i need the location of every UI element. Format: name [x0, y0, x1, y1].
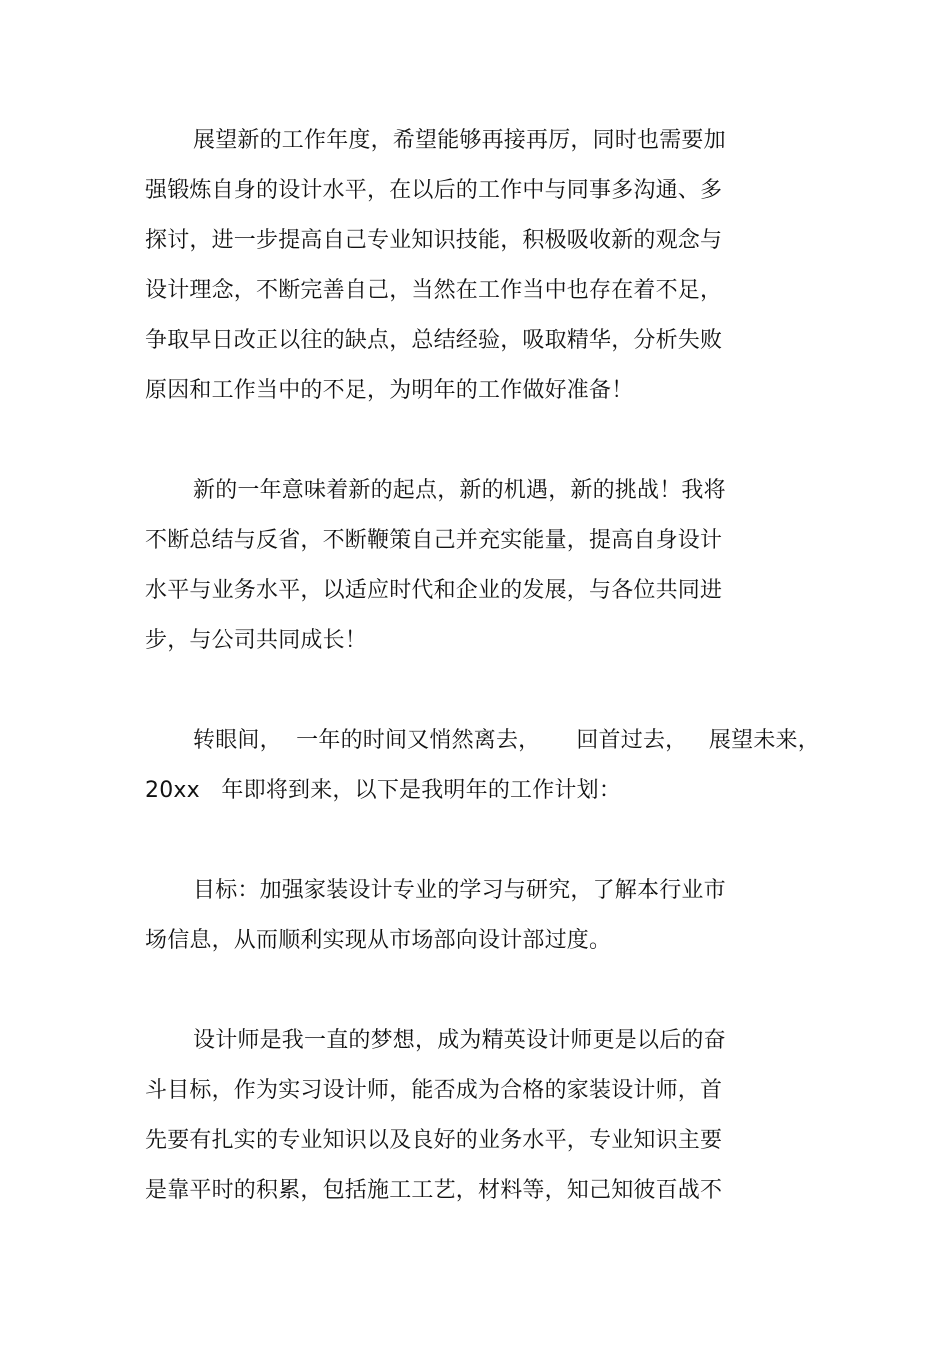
text-line: 目标：加强家装设计专业的学习与研究，了解本行业市 [193, 878, 726, 903]
text-line: 先要有扎实的专业知识以及良好的业务水平，专业知识主要 [145, 1128, 723, 1153]
text-line: 转眼间， 一年的时间又悄然离去， 回首过去， 展望未来， [193, 728, 820, 753]
text-line: 设计师是我一直的梦想，成为精英设计师更是以后的奋 [193, 1028, 726, 1053]
text-line: 步，与公司共同成长！ [145, 628, 368, 653]
text-line: 原因和工作当中的不足，为明年的工作做好准备！ [145, 378, 634, 403]
text-line: 新的一年意味着新的起点，新的机遇，新的挑战！我将 [193, 478, 726, 503]
text-line: 探讨，进一步提高自己专业知识技能，积极吸收新的观念与 [145, 228, 723, 253]
text-line: 设计理念，不断完善自己，当然在工作当中也存在着不足， [145, 278, 723, 303]
text-line: 斗目标，作为实习设计师，能否成为合格的家装设计师，首 [145, 1078, 723, 1103]
text-line: 争取早日改正以往的缺点，总结经验，吸取精华，分析失败 [145, 328, 723, 353]
text-line: 水平与业务水平，以适应时代和企业的发展，与各位共同进 [145, 578, 723, 603]
text-line: 展望新的工作年度，希望能够再接再厉，同时也需要加 [193, 128, 726, 153]
text-line: 是靠平时的积累，包括施工工艺，材料等，知己知彼百战不 [145, 1178, 723, 1203]
text-line: 强锻炼自身的设计水平，在以后的工作中与同事多沟通、多 [145, 178, 723, 203]
text-line: 不断总结与反省，不断鞭策自己并充实能量，提高自身设计 [145, 528, 723, 553]
text-line: 20xx 年即将到来，以下是我明年的工作计划： [145, 778, 622, 803]
text-line: 场信息，从而顺利实现从市场部向设计部过度。 [145, 928, 612, 953]
